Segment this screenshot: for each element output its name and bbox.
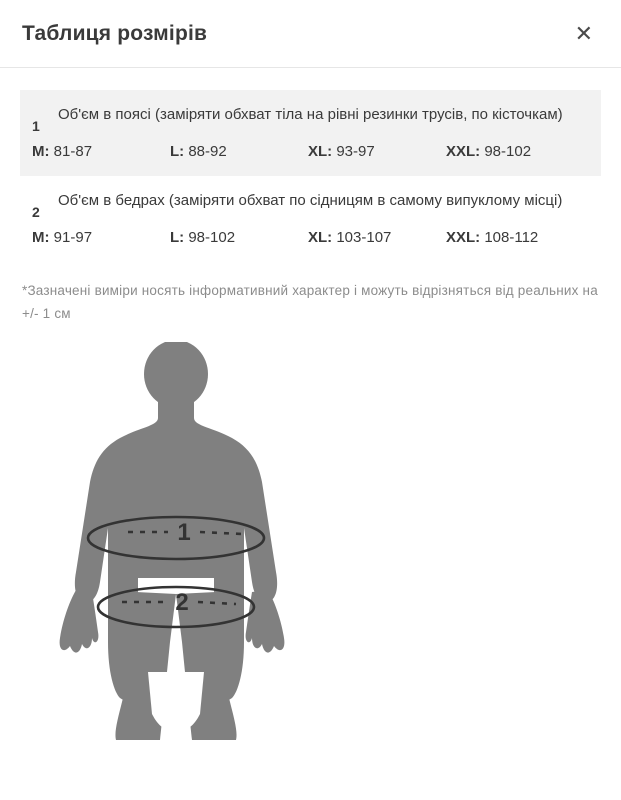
measurement-list <box>0 68 621 262</box>
size-cell-l <box>170 143 308 160</box>
size-label-l: L: <box>170 143 185 160</box>
size-label-m-2: M: <box>32 229 50 246</box>
size-cell-xl <box>308 143 446 160</box>
size-value-m: 81-87 <box>53 143 93 160</box>
size-cell-xl-2 <box>308 229 446 246</box>
waist-marker-label: 1 <box>177 518 191 546</box>
measurement-row-1-description: Об'єм в поясі (заміряти обхват тіла на рівні резинки трусів, по кісточкам) <box>58 106 563 123</box>
body-silhouette-diagram <box>0 342 621 742</box>
size-value-m-2: 91-97 <box>53 229 93 246</box>
size-cell-xxl-2 <box>446 229 584 246</box>
size-label-xl-2: XL: <box>308 229 333 246</box>
measurement-row-1-number: 1 <box>32 118 40 134</box>
measurement-row-2-number: 2 <box>32 204 40 220</box>
size-value-l-2: 98-102 <box>188 229 236 246</box>
measurement-row-1 <box>20 90 601 176</box>
size-label-l-2: L: <box>170 229 185 246</box>
size-label-xl: XL: <box>308 143 333 160</box>
close-icon[interactable]: ✕ <box>569 19 599 49</box>
measurement-row-2 <box>20 176 601 262</box>
size-value-xxl: 98-102 <box>484 143 532 160</box>
size-value-xxl-2: 108-112 <box>484 229 539 246</box>
disclaimer-note: *Зазначені виміри носять інформативний характер і можуть відрізняться від реальних на +/- 1 см <box>22 283 598 321</box>
size-value-l: 88-92 <box>188 143 227 160</box>
size-value-xl: 93-97 <box>336 143 375 160</box>
measurement-row-2-top <box>32 190 589 220</box>
measurement-row-1-top <box>32 104 589 134</box>
silhouette-svg <box>18 342 378 742</box>
modal-header <box>0 0 621 68</box>
size-cell-l-2 <box>170 229 308 246</box>
size-cell-m <box>32 143 170 160</box>
size-label-m: M: <box>32 143 50 160</box>
measurement-row-2-sizes <box>32 229 589 246</box>
size-value-xl-2: 103-107 <box>336 229 392 246</box>
measurement-row-1-sizes <box>32 143 589 160</box>
silhouette-body <box>60 342 285 740</box>
size-label-xxl-2: XXL: <box>446 229 481 246</box>
size-cell-xxl <box>446 143 584 160</box>
hips-marker-label: 2 <box>175 588 189 616</box>
size-cell-m-2 <box>32 229 170 246</box>
page-title: Таблиця розмірів <box>22 21 208 45</box>
size-label-xxl: XXL: <box>446 143 481 160</box>
measurement-row-2-description: Об'єм в бедрах (заміряти обхват по сідницям в самому випуклому місці) <box>58 192 563 209</box>
